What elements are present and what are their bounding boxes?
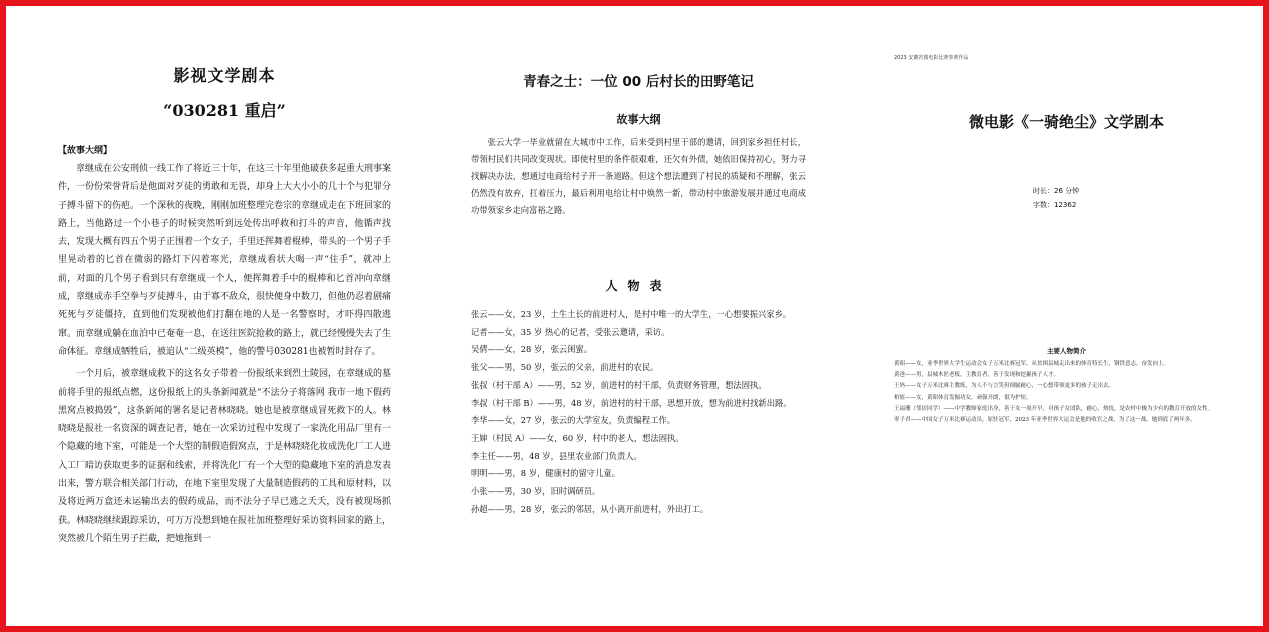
duration-label: 时长：26 分钟: [1033, 187, 1080, 195]
paragraph: 一个月后，被章继成救下的这名女子带着一份报纸来到烈士陵园，在章继成的墓前将手里的报纸点燃，这份报纸上的头条新闻就是“不法分子将落网 我市一地下假药黑窝点被捣毁”，这条新闻的署名是记者林晓晓。她也是被章继成冒死救下的人。林晓晓是报社一名资深的调查记者，她在一次采访过程中发现了一家洗化用品厂里有一个隐藏的地下室，可能是一个大型的制假造假窝点，于是林晓晓化妆成洗化厂工人进入工厂暗访获取更多的证据和线索，并将洗化厂有一个大型的隐藏地下室的消息发表出来，警方联合相关部门行动，在地下室里发现了大量制造假药的工具和原材料，以及将近两万盒还未运输出去的假药成品，而不法分子早已逃之夭夭，没有被现场抓获。林晓晓继续跟踪采访，可万万没想到她在报社加班整理好采访资料回家的路上，突然被几个陌生男子拦截，把她拖到一: [58, 369, 391, 544]
character-entry: 李主任——男，48 岁，县里农业部门负责人。: [471, 450, 642, 461]
character-entry: 王妈——女子万米比赛主教练，为人不与言笑但细腻耐心，一心想带领更多的孩子走出去。: [894, 383, 1115, 390]
character-entry: 明明——男，8 岁，健康村的留守儿童。: [471, 468, 620, 479]
character-entry: 柏妞——女，黄昭体育发掘功女，顽强开朗，很为护短。: [894, 394, 1032, 401]
character-entry: 孙超——男，28 岁，张云的邻居，从小离开前进村，外出打工。: [471, 503, 709, 514]
wordcount-label: 字数：12362: [1033, 201, 1077, 209]
character-entry: 小张——男，30 岁，旧时调研员。: [471, 486, 601, 497]
script-meta: [894, 184, 1239, 212]
character-entry: 吴倩——女，28 岁，张云闺蜜。: [471, 344, 593, 355]
section-heading-characters: 人物表: [605, 279, 672, 293]
page-header: 2023 安徽省微电影比赛参赛作品: [894, 55, 969, 61]
script-page-right: [894, 6, 1239, 626]
script-page-left: [58, 6, 391, 626]
page-title: 微电影《一骑绝尘》文学剧本: [968, 113, 1164, 131]
section-heading: 【故事大纲】: [58, 146, 113, 156]
character-list: [471, 306, 806, 518]
section-heading-characters: 主要人物简介: [1047, 347, 1086, 355]
paragraph: 章继成在公安刑侦一线工作了将近三十年，在这三十年里他破获多起重大刑事案件，一份份荣誉背后是他面对歹徒的勇敢和无畏，却身上大大小小的几十个与犯罪分子搏斗留下的伤疤。一个深秋的夜晚，刚刚加班整理完卷宗的章继成走在下班回家的路上，当他路过一个小巷子的时候突然听到远处传出呼救和打斗的声音，他循声找去，发现大概有四五个男子正围着一个女子，手里还挥舞着棍棒，带头的一个男子手里晃动着的匕首在微弱的路灯下闪着寒光，章继成看状大喝一声“住手”，就冲上前，对面的几个男子看到只有章继成一个人，便挥舞着手中的棍棒和匕首冲向章继成，章继成赤手空拳与歹徒搏斗，由于寡不敌众，很快便身中数刀，但他仍忍着剧痛死死与歹徒僵持，直到他们发现被他们打翻在地的人是一名警察时，才吓得四散逃窜。而章继成躺在血泊中已奄奄一息，在送往医院抢救的路上，就已经慢慢失去了生命体征。章继成牺牲后，被追认“二级英模”，他的警号030281也被暂时封存了。: [58, 164, 391, 357]
character-entry: 零子君——中国女子万米比赛运动员，原驻冠军，2023 年亚季世界大运会是他的收官之战，为了这一战，她到底了两年多。: [894, 417, 1196, 424]
character-entry: 李华——女，27 岁，张云的大学室友，负责编程工作。: [471, 415, 676, 426]
character-entry: 王福珊（邻居同学）——中学教师家庭出身，善于女一项开早，对孩子女团队，耐心，热忱，是农村中极为少有的教育开放的女性。: [894, 405, 1214, 412]
character-entry: 李叔（村干部 B）——男，48 岁，前进村的村干部，思想开放，想为前进村找新出路。: [471, 397, 792, 408]
character-entry: 张叔（村干部 A）——男，52 岁，前进村的村干部，负责财务管理，想法固执。: [471, 379, 767, 390]
character-entry: 张云——女，23 岁，土生土长的前进村人，是村中唯一的大学生，一心想要振兴家乡。: [471, 309, 792, 319]
character-entry: 记者——女，35 岁 热心的记者，受张云邀请，采访。: [471, 326, 670, 337]
page-title: 影视文学剧本: [173, 66, 276, 85]
character-list: [894, 359, 1239, 426]
character-entry: 王婶（村民 A）——女，60 岁，村中的老人，想法固执。: [471, 432, 684, 443]
section-heading-synopsis: 故事大纲: [616, 113, 661, 126]
character-entry: 张父——男，50 岁，张云的父亲，前进村的农民。: [471, 362, 659, 373]
page-title: 青春之士：一位 00 后村长的田野笔记: [523, 74, 754, 90]
synopsis-paragraph: 张云大学一毕业就留在大城市中工作，后来受到村里干部的邀请，回到家乡担任村长，带领村民们共同改变现状。即使村里的条件很艰难，还欠有外债，她依旧保持初心，努力寻找解决办法，想通过电商给村子开一条道路。但这个想法遭到了村民的质疑和不理解，张云仍然没有放弃，扛着压力，最后利用电给让村中焕然一新，带动村中旅游发展并通过电商成功带领家乡走向富裕之路。: [471, 137, 806, 215]
character-entry: 黄爸——男，县城木匠老板，主教育者，善于发现和挖掘孩子人才。: [894, 372, 1060, 379]
page-subtitle: “030281 重启”: [163, 101, 286, 120]
character-entry: 黄昭——女，亚季世界大学生运动会女子万米比赛冠军，从贫困县城走出来的体育特长生，钢铁意志，奋发向上。: [894, 361, 1170, 367]
script-page-middle: [471, 6, 806, 626]
